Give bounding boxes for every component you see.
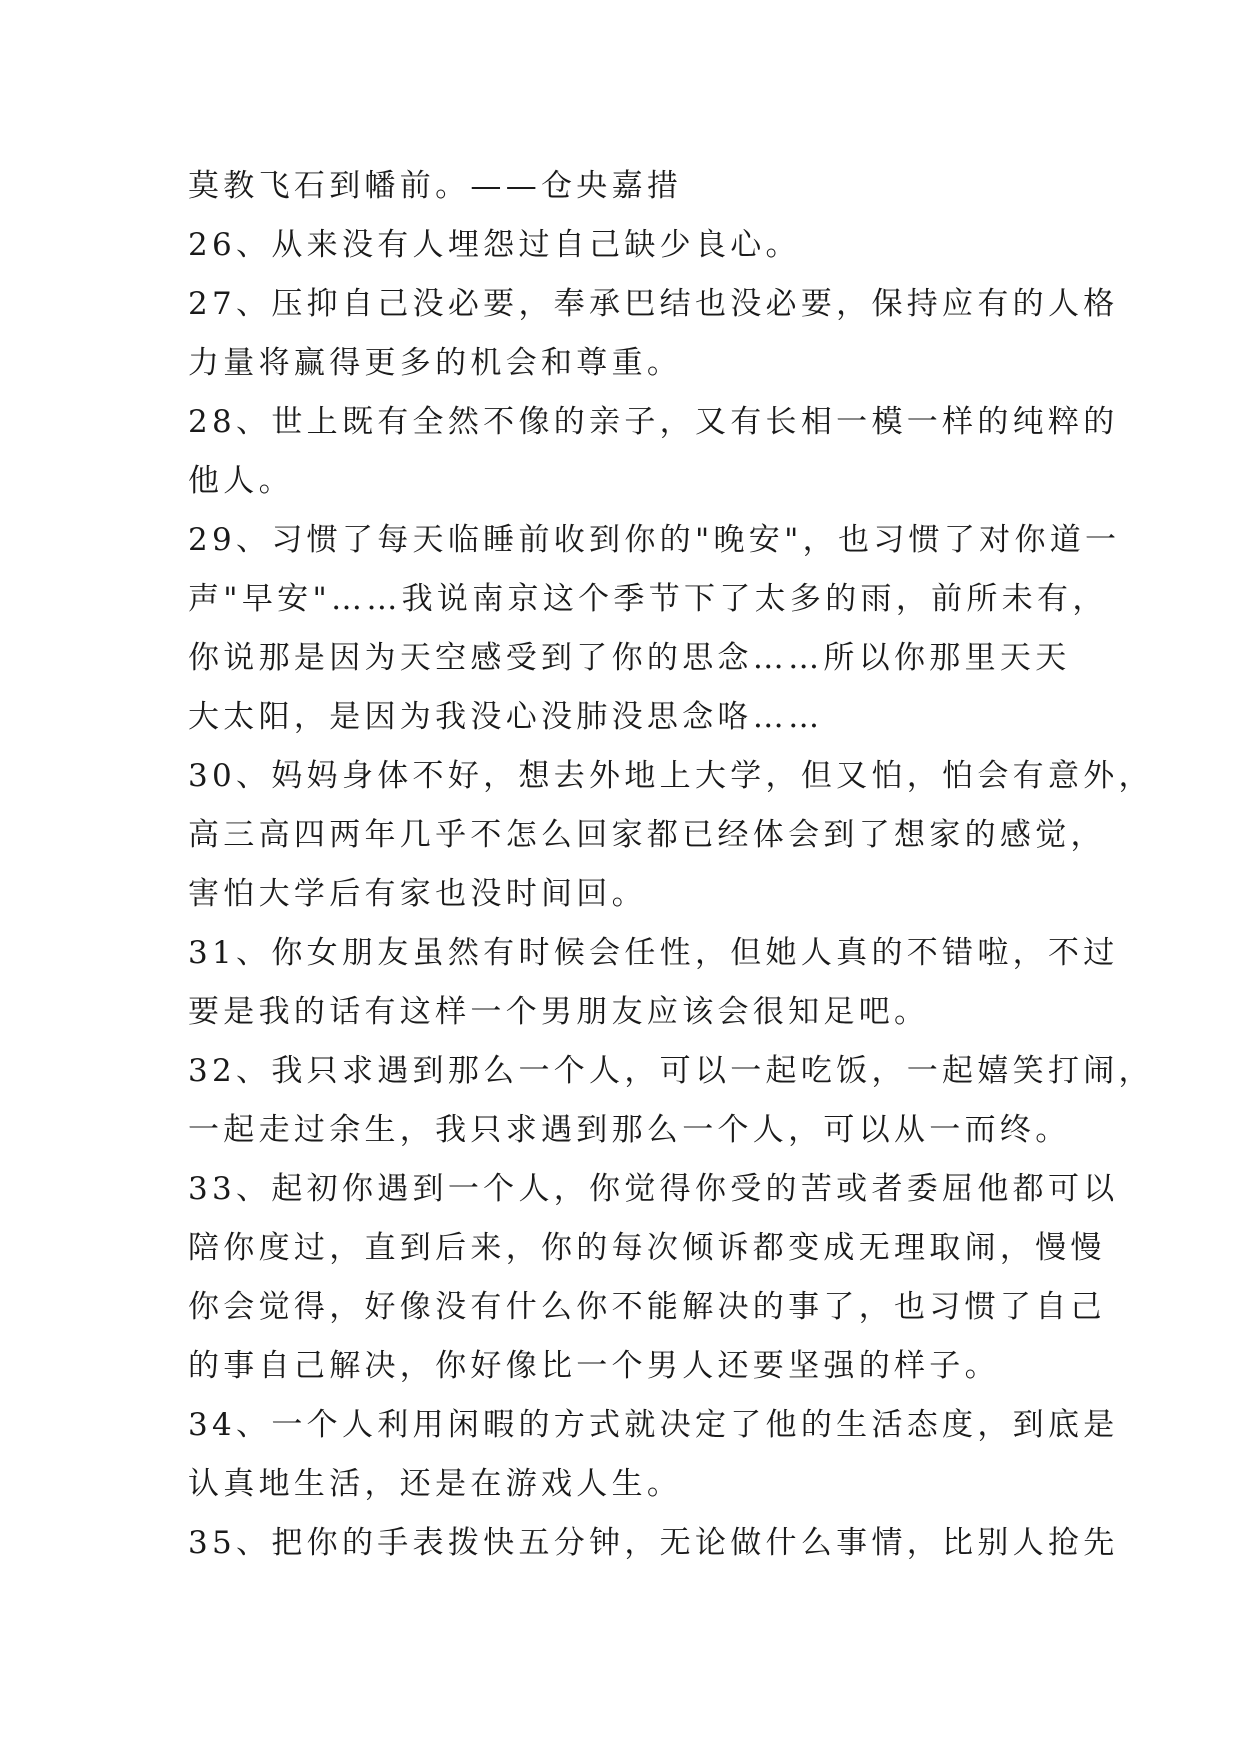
text-line: 29、习惯了每天临睡前收到你的"晚安"，也习惯了对你道一 [188,522,1121,558]
text-line: 的事自己解决，你好像比一个男人还要坚强的样子。 [188,1348,1000,1384]
text-line: 一起走过余生，我只求遇到那么一个人，可以从一而终。 [188,1112,1071,1148]
text-line: 33、起初你遇到一个人，你觉得你受的苦或者委屈他都可以 [188,1171,1119,1207]
text-line: 高三高四两年几乎不怎么回家都已经体会到了想家的感觉， [188,817,1106,853]
text-line: 28、世上既有全然不像的亲子，又有长相一模一样的纯粹的 [188,404,1119,440]
text-line: 你会觉得，好像没有什么你不能解决的事了，也习惯了自己 [188,1289,1106,1325]
text-line: 要是我的话有这样一个男朋友应该会很知足吧。 [188,994,930,1030]
text-line: 认真地生活，还是在游戏人生。 [188,1466,683,1502]
text-line: 32、我只求遇到那么一个人，可以一起吃饭，一起嬉笑打闹， [188,1053,1154,1089]
text-line: 30、妈妈身体不好，想去外地上大学，但又怕，怕会有意外， [188,758,1154,794]
text-line: 陪你度过，直到后来，你的每次倾诉都变成无理取闹，慢慢 [188,1230,1106,1266]
text-line: 你说那是因为天空感受到了你的思念……所以你那里天天 [188,640,1071,676]
text-line: 35、把你的手表拨快五分钟，无论做什么事情，比别人抢先 [188,1525,1119,1561]
text-line: 声"早安"……我说南京这个季节下了太多的雨，前所未有， [188,581,1108,617]
text-line: 力量将赢得更多的机会和尊重。 [188,345,683,381]
text-line: 害怕大学后有家也没时间回。 [188,876,647,912]
text-line: 大太阳，是因为我没心没肺没思念咯…… [188,699,824,735]
text-line: 27、压抑自己没必要，奉承巴结也没必要，保持应有的人格 [188,286,1119,322]
text-line: 31、你女朋友虽然有时候会任性，但她人真的不错啦，不过 [188,935,1119,971]
text-line: 26、从来没有人埋怨过自己缺少良心。 [188,227,801,263]
text-line: 34、一个人利用闲暇的方式就决定了他的生活态度，到底是 [188,1407,1119,1443]
document-body [188,157,1154,1573]
text-line: 他人。 [188,463,294,499]
text-line: 莫教飞石到幡前。——仓央嘉措 [188,168,683,204]
